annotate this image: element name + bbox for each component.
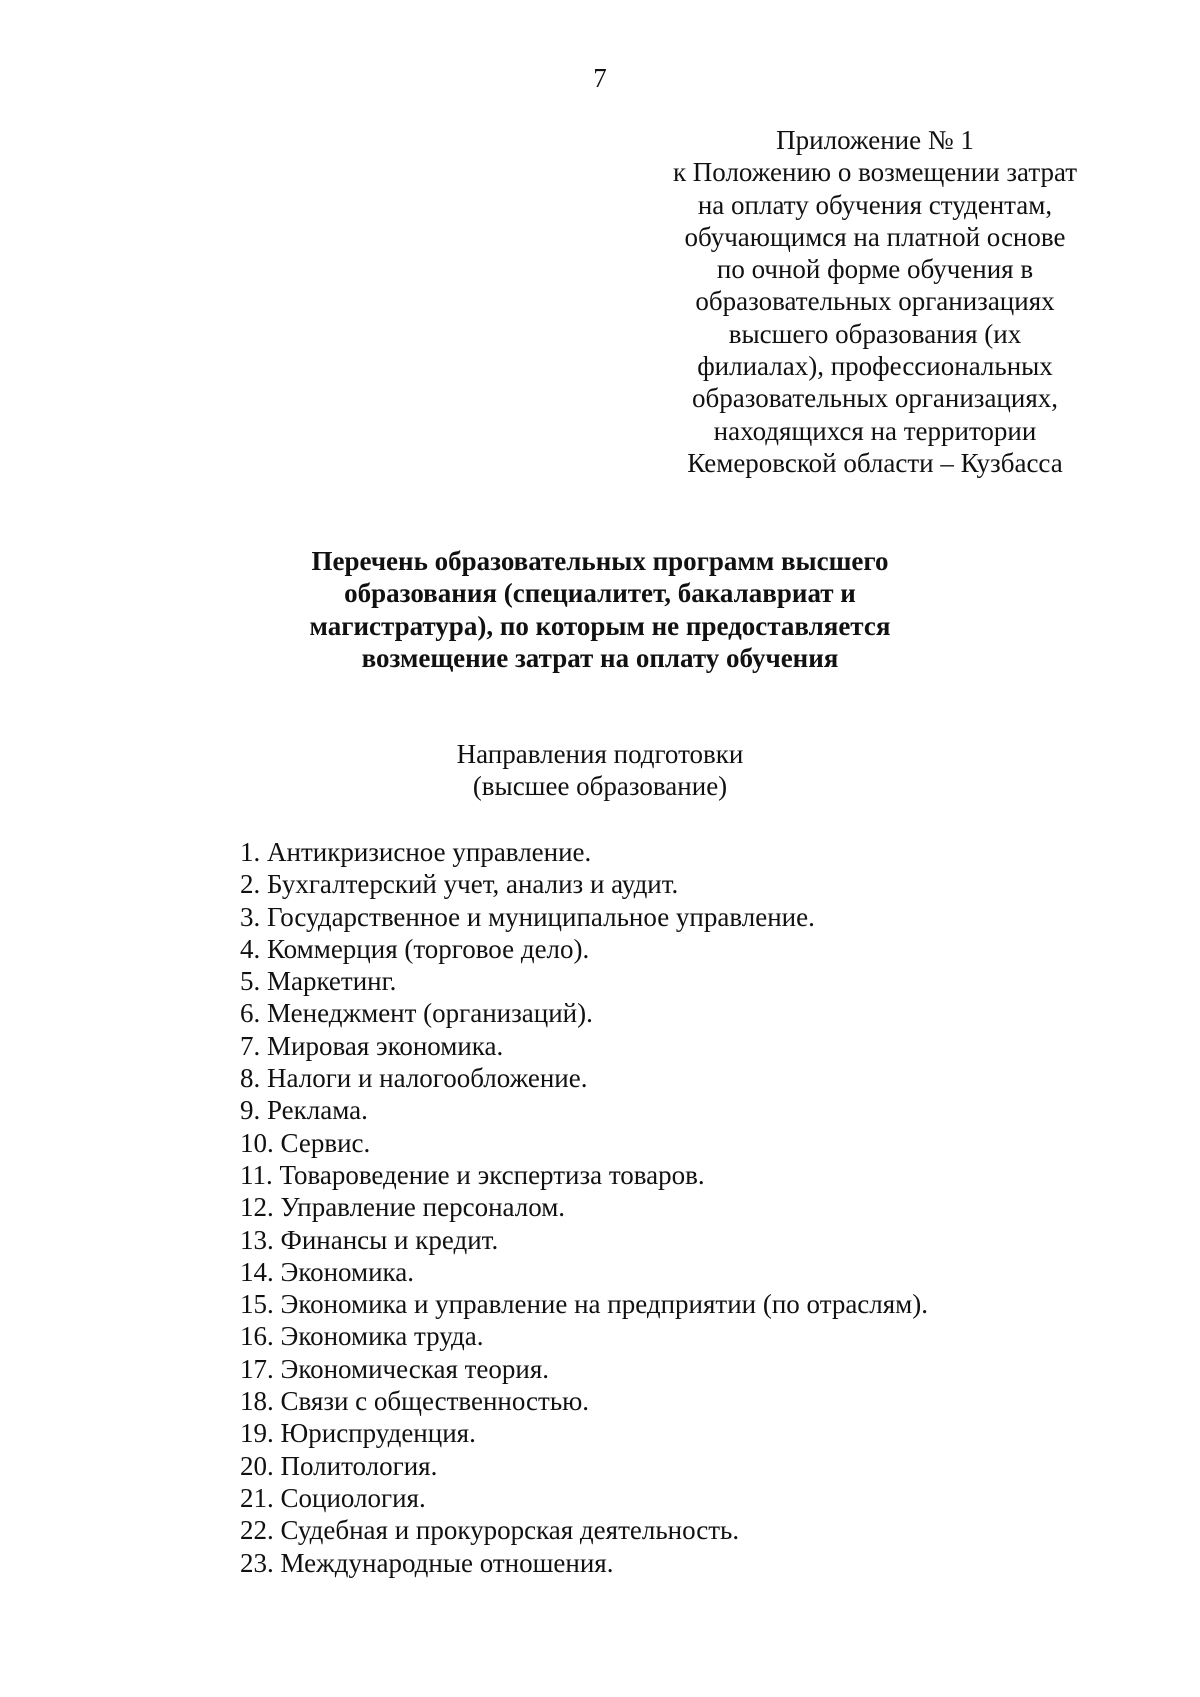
program-item: 15. Экономика и управление на предприятии (по отраслям). [240,1289,929,1320]
title-line: Перечень образовательных программ высшего [311,546,889,576]
title-line: образования (специалитет, бакалавриат и [344,578,856,609]
annex-line: образовательных организациях, [692,383,1058,414]
program-item: 14. Экономика. [240,1256,414,1287]
annex-line: к Положению о возмещении затрат [672,157,1078,188]
title-line: возмещение затрат на оплату обучения [361,642,839,673]
annex-line: филиалах), профессиональных [697,351,1053,382]
program-item: 18. Связи с общественностью. [240,1386,590,1417]
title-line: магистратура), по которым не предоставляется [309,610,891,641]
program-item: 7. Мировая экономика. [240,1030,504,1061]
program-item: 21. Социология. [240,1482,426,1513]
program-item: 19. Юриспруденция. [240,1418,476,1449]
program-item: 2. Бухгалтерский учет, анализ и аудит. [240,869,679,900]
subtitle-line: (высшее образование) [472,771,728,802]
document-title [0,545,1200,674]
program-item: 10. Сервис. [240,1127,371,1158]
section-subtitle [0,738,1200,803]
annex-line: находящихся на территории [713,415,1037,446]
program-item: 11. Товароведение и экспертиза товаров. [240,1159,705,1190]
program-item: 12. Управление персоналом. [240,1192,566,1223]
program-item: 20. Политология. [240,1450,438,1481]
program-item: 4. Коммерция (торговое дело). [240,933,590,964]
program-item: 3. Государственное и муниципальное управление. [240,901,815,932]
annex-header [645,124,1105,479]
annex-line: высшего образования (их [728,318,1022,349]
program-item: 22. Судебная и прокурорская деятельность. [240,1515,740,1546]
annex-line: на оплату обучения студентам, [697,189,1053,220]
program-list [240,836,928,1579]
annex-line: Кемеровской области – Кузбасса [687,447,1063,478]
program-item: 5. Маркетинг. [240,966,397,997]
program-item: 8. Налоги и налогообложение. [240,1063,588,1094]
page-number: 7 [593,63,607,93]
annex-line: обучающимся на платной основе [684,221,1066,252]
annex-line: образовательных организациях [695,286,1055,317]
program-item: 16. Экономика труда. [240,1321,484,1352]
program-item: 17. Экономическая теория. [240,1353,550,1384]
program-item: 23. Международные отношения. [240,1547,614,1578]
annex-line: Приложение № 1 [776,125,974,155]
program-item: 9. Реклама. [240,1095,368,1126]
annex-line: по очной форме обучения в [716,254,1034,285]
program-item: 1. Антикризисное управление. [240,837,592,867]
program-item: 6. Менеджмент (организаций). [240,998,593,1029]
program-item: 13. Финансы и кредит. [240,1224,499,1255]
subtitle-line: Направления подготовки [456,739,744,769]
